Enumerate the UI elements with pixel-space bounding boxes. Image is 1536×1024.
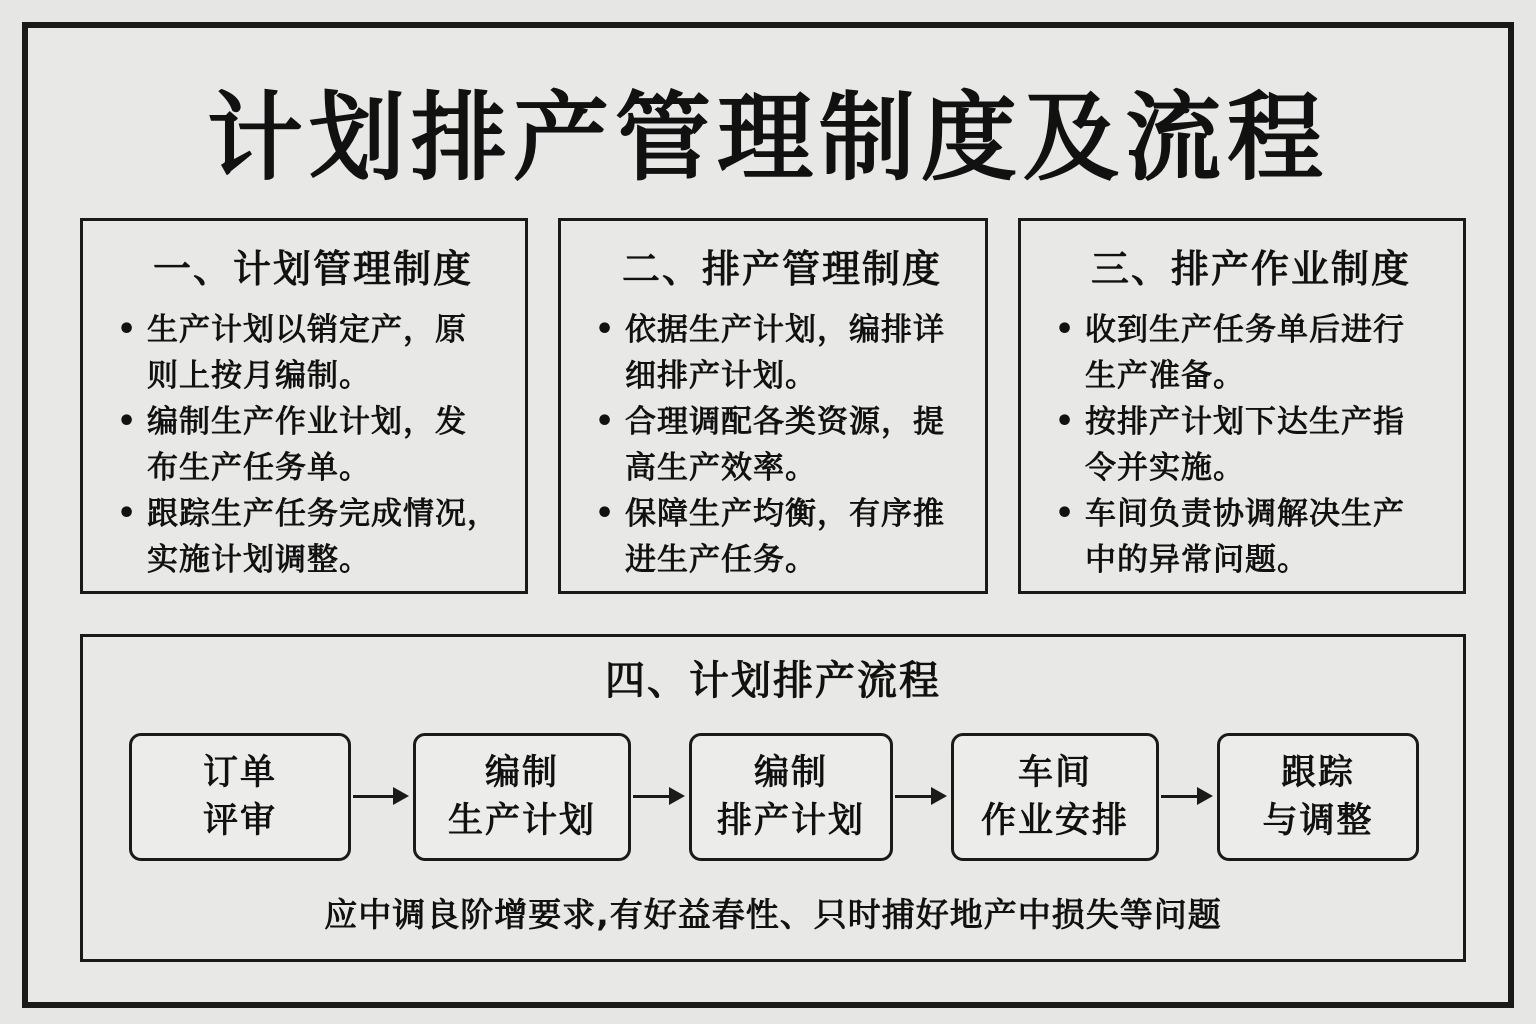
- arrow-right-icon: [895, 795, 943, 798]
- bullet-item-continuation: 细排产计划。: [625, 357, 817, 394]
- section-scheduling-management: [558, 218, 988, 594]
- flow-step-tracking-adjustment: 跟踪 与调整: [1217, 733, 1419, 861]
- section-heading: 三、排产作业制度: [1090, 247, 1411, 291]
- bullet-item: • 保障生产均衡，有序推: [593, 491, 971, 537]
- bullet-icon: •: [1055, 311, 1076, 347]
- bullet-item-continuation: 令并实施。: [1085, 449, 1245, 486]
- flow-step-production-plan: 编制 生产计划: [413, 733, 631, 861]
- diagram-frame: [22, 22, 1514, 1008]
- flow-step-scheduling-plan: 编制 排产计划: [689, 733, 893, 861]
- flow-step-order-review: 订单 评审: [129, 733, 351, 861]
- process-flow-section: [80, 634, 1466, 962]
- bullet-item-continuation: 布生产任务单。: [147, 449, 371, 486]
- bullet-icon: •: [595, 311, 616, 347]
- bullet-item-continuation: 高生产效率。: [625, 449, 817, 486]
- flow-heading: 四、计划排产流程: [605, 658, 941, 704]
- bullet-item-continuation: 实施计划调整。: [147, 541, 371, 578]
- bullet-item: • 车间负责协调解决生产: [1053, 491, 1449, 537]
- bullet-item-continuation: 中的异常问题。: [1085, 541, 1309, 578]
- arrow-right-icon: [353, 795, 405, 798]
- bullet-item: • 编制生产作业计划，发: [115, 399, 511, 445]
- flow-footnote: 应中调良阶增要求,有好益春性、只时捕好地产中损失等问题: [324, 895, 1222, 934]
- bullet-icon: •: [117, 311, 138, 347]
- bullet-item: • 跟踪生产任务完成情况，: [115, 491, 511, 537]
- bullet-icon: •: [595, 403, 616, 439]
- bullet-list: [1053, 307, 1449, 583]
- bullet-icon: •: [117, 495, 138, 531]
- bullet-icon: •: [1055, 403, 1076, 439]
- bullet-list: [593, 307, 971, 583]
- page-title: 计划排产管理制度及流程: [207, 82, 1329, 194]
- bullet-icon: •: [117, 403, 138, 439]
- bullet-item: • 按排产计划下达生产指: [1053, 399, 1449, 445]
- bullet-item: • 依据生产计划，编排详: [593, 307, 971, 353]
- section-heading: 一、计划管理制度: [152, 247, 473, 291]
- bullet-icon: •: [595, 495, 616, 531]
- arrow-right-icon: [1161, 795, 1209, 798]
- section-scheduling-operation: [1018, 218, 1466, 594]
- bullet-list: [115, 307, 511, 583]
- flow-step-workshop-arrangement: 车间 作业安排: [951, 733, 1159, 861]
- bullet-item: • 收到生产任务单后进行: [1053, 307, 1449, 353]
- bullet-item-continuation: 则上按月编制。: [147, 357, 371, 394]
- section-plan-management: [80, 218, 528, 594]
- bullet-item: • 合理调配各类资源，提: [593, 399, 971, 445]
- bullet-item: • 生产计划以销定产，原: [115, 307, 511, 353]
- section-heading: 二、排产管理制度: [621, 247, 942, 291]
- bullet-item-continuation: 进生产任务。: [625, 541, 817, 578]
- arrow-right-icon: [633, 795, 681, 798]
- bullet-item-continuation: 生产准备。: [1085, 357, 1245, 394]
- bullet-icon: •: [1055, 495, 1076, 531]
